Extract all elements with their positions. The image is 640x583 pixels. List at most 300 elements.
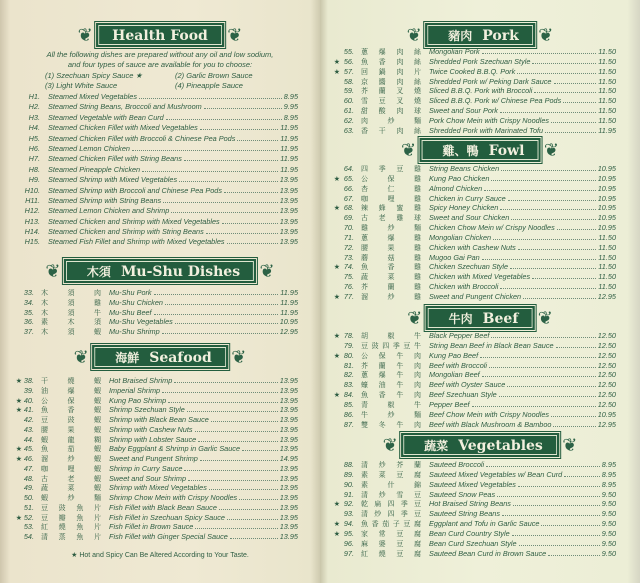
- menu-item: [332, 519, 616, 529]
- menu-item: [332, 213, 616, 223]
- dot-leader: [195, 431, 278, 432]
- dot-leader: [511, 219, 595, 220]
- ornament-icon: ❦: [406, 25, 422, 45]
- menu-item: [332, 126, 616, 136]
- item-chinese-name: 家常豆腐: [361, 530, 421, 538]
- health-intro: [0, 50, 320, 69]
- item-number: 33.: [23, 288, 34, 297]
- menu-item: [332, 194, 616, 204]
- item-price: 12.50: [597, 360, 616, 370]
- item-number: 71.: [343, 232, 354, 242]
- item-number: 38.: [23, 376, 34, 385]
- item-name: Chicken with Mixed Vegetables: [429, 272, 531, 282]
- menu-item: [332, 390, 616, 400]
- menu-item: [332, 470, 616, 480]
- item-name: Sauteed Bean Curd in Brown Sauce: [429, 548, 547, 558]
- menu-item: [14, 425, 298, 435]
- dot-leader: [139, 98, 282, 99]
- item-number: H4.: [28, 123, 40, 133]
- section-banner-vegetables: [379, 432, 581, 458]
- item-number: 95.: [343, 528, 354, 538]
- menu-item: [332, 331, 616, 341]
- section-title: Mu-Shu Dishes: [120, 264, 241, 280]
- item-number: 37.: [23, 327, 34, 337]
- item-number: 88.: [343, 460, 354, 469]
- item-price: 9.50: [601, 509, 616, 519]
- item-chinese-name: 素木須: [41, 319, 101, 327]
- item-price: 11.50: [598, 86, 616, 96]
- item-number: 64.: [343, 164, 354, 173]
- item-price: 14.95: [279, 454, 298, 463]
- dot-leader: [219, 509, 278, 510]
- item-number: 66.: [343, 183, 354, 193]
- item-number: 50.: [23, 493, 34, 502]
- item-price: 8.95: [601, 469, 616, 479]
- item-chinese-name: 公保雞: [361, 175, 421, 183]
- item-number: 62.: [343, 115, 354, 125]
- menu-item: [332, 410, 616, 420]
- item-price: 12.50: [597, 331, 616, 340]
- menu-item: [14, 454, 298, 464]
- item-number: 74.: [343, 262, 354, 272]
- item-number: 40.: [23, 395, 34, 405]
- item-price: 11.95: [280, 164, 298, 174]
- vegetables-list: [332, 460, 616, 558]
- dot-leader: [563, 102, 596, 103]
- item-chinese-name: 回鍋肉片: [361, 68, 421, 76]
- menu-item: [332, 86, 616, 96]
- sauce-option: (4) Pineapple Sauce: [175, 80, 243, 90]
- menu-item: [332, 370, 616, 380]
- item-chinese-name: 青椒牛: [361, 401, 421, 409]
- item-chinese-name: 甜酸肉球: [361, 108, 421, 116]
- dot-leader: [551, 416, 596, 417]
- item-chinese-name: 木須雞: [41, 299, 101, 307]
- dot-leader: [489, 367, 596, 368]
- item-name: Mu-Shu Shrimp: [109, 327, 160, 337]
- menu-item: [14, 493, 298, 503]
- dot-leader: [227, 243, 278, 244]
- item-name: Kung Pao Chicken: [429, 173, 490, 183]
- item-name: Pork Chow Mein with Crispy Noodles: [429, 115, 550, 125]
- item-name: Sweet and Sour Chicken: [429, 213, 510, 223]
- section-title: Seafood: [149, 350, 212, 366]
- item-chinese-name: 芥蘭雞: [361, 284, 421, 292]
- item-name: Steamed Pineapple Chicken: [48, 164, 141, 174]
- item-number: H8.: [28, 164, 40, 174]
- item-price: 13.95: [279, 227, 298, 237]
- item-price: 12.50: [597, 370, 616, 380]
- item-number: 73.: [343, 252, 354, 262]
- item-chinese-name: 清炒雪豆: [361, 491, 421, 499]
- item-name: Baby Eggplant & Shrimp in Garlic Sauce: [109, 444, 241, 454]
- item-number: 60.: [343, 96, 354, 106]
- item-chinese-name: 豆豉魚片: [41, 504, 101, 512]
- item-price: 13.95: [279, 385, 298, 395]
- item-chinese-name: 清炒芥蘭: [361, 462, 421, 469]
- item-number: 76.: [343, 282, 354, 292]
- dot-leader: [551, 122, 596, 123]
- menu-item: [332, 77, 616, 87]
- item-price: 12.50: [597, 399, 616, 409]
- sauce-option: (2) Garlic Brown Sauce: [175, 71, 253, 80]
- item-chinese-name: 雪豆叉燒: [361, 98, 421, 106]
- item-price: 8.95: [601, 479, 616, 489]
- item-chinese-name: 魚香雞: [361, 264, 421, 272]
- spicy-star-icon: ★: [333, 521, 340, 529]
- item-price: 11.95: [280, 133, 298, 143]
- item-chinese-name: 紅燒魚片: [41, 524, 101, 532]
- menu-item: [332, 253, 616, 263]
- dot-leader: [174, 382, 277, 383]
- pork-list: [332, 47, 616, 136]
- menu-item: [14, 474, 298, 484]
- spicy-star-icon: ★: [333, 68, 340, 76]
- item-number: 65.: [343, 173, 354, 183]
- dot-leader: [188, 480, 278, 481]
- item-number: 51.: [23, 502, 34, 512]
- item-name: Shredded Pork Szechuan Style: [429, 56, 531, 66]
- menu-item: [332, 116, 616, 126]
- item-name: Sweet and Pungent Shrimp: [109, 454, 198, 463]
- item-price: 10.95: [597, 203, 616, 213]
- item-name: Sliced B.B.Q. Pork with Broccoli: [429, 86, 533, 96]
- item-name: Sweet and Sour Shrimp: [109, 473, 187, 483]
- spicy-star-icon: ★: [333, 293, 340, 301]
- item-number: 48.: [23, 473, 34, 483]
- menu-item: [14, 175, 298, 185]
- item-chinese-name: 古老蝦: [41, 475, 101, 483]
- menu-item: [332, 233, 616, 243]
- dot-leader: [507, 386, 595, 387]
- dot-leader: [171, 212, 277, 213]
- item-price: 9.95: [283, 102, 298, 112]
- menu-item: [14, 206, 298, 216]
- item-price: 13.95: [279, 502, 298, 512]
- menu-item: [14, 327, 298, 337]
- item-chinese-name: 胡椒牛: [361, 333, 421, 340]
- item-number: 53.: [23, 522, 34, 532]
- menu-item: [14, 196, 298, 206]
- item-number: 96.: [343, 538, 354, 548]
- item-name: Sliced B.B.Q. Pork w/ Chinese Pea Pods: [429, 96, 562, 106]
- item-number: H14.: [24, 227, 40, 237]
- menu-item: [332, 184, 616, 194]
- item-price: 13.95: [279, 483, 298, 493]
- section-title-zh: 木須: [86, 265, 111, 279]
- ornament-icon: ❦: [45, 261, 61, 281]
- item-number: H15.: [24, 237, 40, 247]
- ornament-icon: ❦: [73, 347, 89, 367]
- menu-item: [14, 503, 298, 513]
- dot-leader: [163, 202, 278, 203]
- item-name: Imperial Shrimp: [109, 385, 161, 395]
- dot-leader: [493, 239, 596, 240]
- item-chinese-name: 魚茄蝦: [41, 446, 101, 454]
- section-banner-seafood: [70, 344, 250, 370]
- item-name: Shredded Pork with Marinated Tofu: [429, 125, 544, 135]
- item-chinese-name: 魚香茄子豆腐: [361, 521, 421, 529]
- item-chinese-name: 紅燒豆腐: [361, 550, 421, 558]
- item-number: 49.: [23, 483, 34, 493]
- dot-leader: [553, 426, 595, 427]
- dot-leader: [200, 460, 278, 461]
- item-price: 10.95: [279, 317, 298, 327]
- item-number: 59.: [343, 86, 354, 96]
- item-number: 55.: [343, 47, 354, 56]
- dot-leader: [491, 337, 595, 338]
- ornament-icon: ❦: [537, 308, 553, 328]
- item-name: Sweet and Sour Pork: [429, 106, 498, 116]
- spicy-star-icon: ★: [333, 333, 340, 340]
- section-title-zh: 牛肉: [448, 312, 473, 326]
- menu-item: [14, 165, 298, 175]
- item-name: Shrimp in Curry Sauce: [109, 463, 183, 473]
- item-number: H5.: [28, 133, 40, 143]
- spicy-star-icon: ★: [15, 397, 22, 405]
- dot-leader: [500, 288, 596, 289]
- item-chinese-name: 蝦炒麵: [41, 495, 101, 502]
- menu-item: [332, 400, 616, 410]
- dot-leader: [154, 294, 279, 295]
- item-chinese-name: 干燒蝦: [41, 378, 101, 385]
- dot-leader: [497, 496, 600, 497]
- dot-leader: [545, 132, 596, 133]
- item-chinese-name: 木須蝦: [41, 329, 101, 337]
- dot-leader: [523, 298, 596, 299]
- item-price: 9.50: [601, 489, 616, 499]
- item-price: 13.95: [279, 463, 298, 473]
- item-number: H6.: [28, 143, 40, 153]
- item-name: Steamed Chicken Fillet with String Beans: [48, 154, 182, 164]
- seafood-list: [14, 376, 298, 542]
- item-name: Chicken with Cashew Nuts: [429, 242, 516, 252]
- menu-item: [14, 186, 298, 196]
- item-name: Fish Fillet with Ginger Special Sauce: [109, 532, 228, 541]
- item-name: Bean Curd Szechuan Style: [429, 538, 517, 548]
- item-price: 9.50: [601, 528, 616, 538]
- item-chinese-name: 素菜豆腐: [361, 471, 421, 479]
- item-number: 45.: [23, 444, 34, 454]
- dot-leader: [512, 535, 600, 536]
- item-number: 63.: [343, 125, 354, 135]
- menu-item: [14, 227, 298, 237]
- item-number: 35.: [23, 307, 34, 317]
- item-number: 85.: [343, 399, 354, 409]
- dot-leader: [480, 357, 596, 358]
- dot-leader: [556, 347, 596, 348]
- dot-leader: [222, 223, 278, 224]
- dot-leader: [519, 545, 600, 546]
- item-number: 36.: [23, 317, 34, 327]
- item-price: 11.50: [598, 282, 616, 292]
- menu-item: [14, 396, 298, 406]
- section-title: Fowl: [488, 143, 525, 159]
- menu-item: [332, 203, 616, 213]
- menu-page-right: [320, 0, 640, 583]
- menu-item: [14, 444, 298, 454]
- item-chinese-name: 雞炒麵: [361, 225, 421, 233]
- item-chinese-name: 魚香牛肉: [361, 392, 421, 400]
- spicy-star-icon: ★: [333, 205, 340, 213]
- dot-leader: [162, 392, 278, 393]
- menu-item: [332, 420, 616, 430]
- mu-shu-list: [14, 288, 298, 337]
- dot-leader: [534, 92, 596, 93]
- item-price: 11.95: [280, 154, 298, 164]
- item-chinese-name: 乾扁四季豆: [361, 501, 421, 509]
- item-number: 43.: [23, 424, 34, 434]
- ornament-icon: ❦: [382, 435, 398, 455]
- dot-leader: [554, 83, 597, 84]
- item-name: Sweet and Pungent Chicken: [429, 291, 522, 301]
- dot-leader: [184, 160, 278, 161]
- item-chinese-name: 腰果雞: [361, 244, 421, 252]
- sauce-option: (1) Szechuan Spicy Sauce ★: [45, 71, 143, 80]
- item-price: 13.95: [279, 424, 298, 434]
- item-chinese-name: 辣蜂蜜雞: [361, 205, 421, 213]
- dot-leader: [557, 229, 596, 230]
- menu-item: [14, 405, 298, 415]
- item-number: H12.: [24, 206, 40, 216]
- item-chinese-name: 麻婆豆腐: [361, 540, 421, 548]
- item-chinese-name: 蝦龍糊: [41, 436, 101, 444]
- menu-item: [14, 154, 298, 164]
- dot-leader: [206, 233, 278, 234]
- item-chinese-name: 木須牛: [41, 309, 101, 317]
- item-number: 82.: [343, 370, 354, 380]
- item-name: Chicken Chow Mein w/ Crispy Noodles: [429, 223, 555, 233]
- dot-leader: [142, 171, 278, 172]
- dot-leader: [541, 525, 599, 526]
- item-price: 12.95: [597, 419, 616, 429]
- dot-leader: [209, 489, 278, 490]
- dot-leader: [500, 112, 596, 113]
- dot-leader: [482, 259, 597, 260]
- menu-item: [14, 217, 298, 227]
- item-number: 67.: [343, 193, 354, 203]
- item-price: 9.50: [601, 538, 616, 548]
- item-chinese-name: 魚香蝦: [41, 407, 101, 415]
- item-name: Black Pepper Beef: [429, 331, 490, 340]
- spicy-star-icon: ★: [333, 264, 340, 272]
- dot-leader: [482, 376, 596, 377]
- item-number: H11.: [25, 195, 40, 205]
- dot-leader: [499, 396, 596, 397]
- item-name: Shrimp with Mixed Vegetables: [109, 483, 207, 493]
- item-number: 52.: [23, 512, 34, 522]
- item-price: 13.95: [279, 493, 298, 502]
- item-chinese-name: 香干肉絲: [361, 127, 421, 135]
- item-price: 8.95: [601, 460, 616, 469]
- menu-item: [14, 308, 298, 318]
- dot-leader: [230, 538, 278, 539]
- item-chinese-name: 四季豆雞: [361, 166, 421, 173]
- item-name: Chicken with Broccoli: [429, 282, 499, 292]
- item-name: Mongolian Pork: [429, 47, 480, 56]
- item-price: 9.50: [601, 499, 616, 509]
- item-price: 11.50: [598, 106, 616, 116]
- item-name: Hot Braised Shrimp: [109, 376, 173, 385]
- item-price: 10.95: [597, 173, 616, 183]
- item-number: 81.: [343, 360, 354, 370]
- menu-item: [14, 102, 298, 112]
- dot-leader: [166, 119, 282, 120]
- item-price: 11.95: [280, 297, 298, 307]
- item-name: Beef Szechuan Style: [429, 390, 497, 400]
- item-price: 13.95: [279, 175, 298, 185]
- item-name: Almond Chicken: [429, 183, 483, 193]
- item-price: 13.95: [279, 185, 298, 195]
- item-name: Steamed Chicken and Shrimp with String Beans: [48, 227, 204, 237]
- item-price: 13.95: [279, 444, 298, 454]
- menu-item: [332, 106, 616, 116]
- spicy-star-icon: ★: [15, 514, 22, 522]
- spicy-star-icon: ★: [15, 378, 22, 385]
- dot-leader: [513, 505, 600, 506]
- item-number: H9.: [28, 175, 40, 185]
- item-price: 11.50: [598, 66, 616, 76]
- item-price: 13.95: [279, 415, 298, 424]
- menu-item: [14, 386, 298, 396]
- item-chinese-name: 魚香肉絲: [361, 58, 421, 66]
- dot-leader: [132, 150, 278, 151]
- item-number: 56.: [343, 56, 354, 66]
- item-price: 12.95: [597, 291, 616, 301]
- item-price: 11.50: [598, 242, 616, 252]
- menu-item: [332, 490, 616, 500]
- item-chinese-name: 杏仁雞: [361, 185, 421, 193]
- item-number: H3.: [28, 112, 40, 122]
- spicy-star-icon: ★: [15, 407, 22, 415]
- item-number: 90.: [343, 479, 354, 489]
- item-name: Kung Pao Beef: [429, 350, 479, 360]
- ornament-icon: ❦: [543, 140, 559, 160]
- item-name: Fish Fillet in Brown Sauce: [109, 522, 194, 532]
- item-price: 13.95: [279, 512, 298, 522]
- item-number: H10.: [24, 185, 40, 195]
- spicy-footnote: ★ Hot and Spicy Can Be Altered According to Your Taste.: [71, 552, 249, 559]
- item-price: 13.95: [279, 522, 298, 532]
- item-price: 11.95: [280, 288, 298, 297]
- item-name: Chicken in Curry Sauce: [429, 193, 506, 203]
- item-price: 12.50: [597, 350, 616, 360]
- item-number: 70.: [343, 223, 354, 233]
- item-number: 77.: [343, 291, 354, 301]
- item-number: 93.: [343, 509, 354, 519]
- item-number: 72.: [343, 242, 354, 252]
- menu-item: [14, 415, 298, 425]
- item-number: 69.: [343, 213, 354, 223]
- dot-leader: [510, 268, 596, 269]
- menu-item: [332, 499, 616, 509]
- item-price: 12.50: [597, 380, 616, 390]
- item-name: Mu-Shu Pork: [109, 288, 152, 297]
- item-chinese-name: 蘑菇雞: [361, 254, 421, 262]
- menu-item: [332, 509, 616, 519]
- menu-item: [332, 361, 616, 371]
- item-name: Shrimp Chow Mein with Crispy Noodles: [109, 493, 238, 502]
- dot-leader: [204, 108, 282, 109]
- item-price: 11.50: [598, 272, 616, 282]
- menu-item: [14, 298, 298, 308]
- menu-item: [14, 92, 298, 102]
- item-number: 87.: [343, 419, 354, 429]
- item-price: 10.95: [597, 164, 616, 173]
- item-number: H7.: [28, 154, 40, 164]
- item-price: 10.95: [597, 193, 616, 203]
- dot-leader: [491, 180, 595, 181]
